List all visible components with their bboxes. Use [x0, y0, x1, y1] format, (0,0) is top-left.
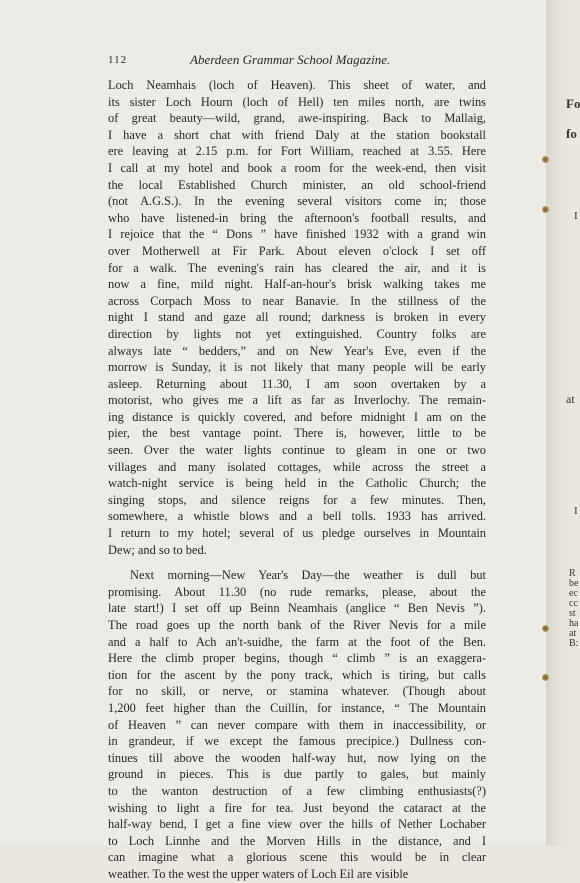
text-line: seen. Over the water lights continue to gleam in one or two: [108, 443, 486, 458]
binding-hole-icon: [542, 625, 549, 632]
next-page-fragment: ha: [569, 618, 579, 629]
next-page-fragment: at: [566, 392, 575, 406]
next-page-fragment: Fo: [566, 96, 580, 111]
text-line: in grandeur, if we except the famous precipice.) Dullness con-: [108, 734, 486, 749]
next-page-fragment: B:: [569, 638, 579, 649]
text-line: ere leaving at 2.15 p.m. for Fort William, reached at 3.55. Here: [108, 144, 486, 159]
text-line: tion for the ascent by the pony track, which is tiring, but calls: [108, 667, 486, 682]
text-line: to Loch Linnhe and the Morven Hills in the distance, and I: [108, 833, 486, 848]
page-number: 112: [108, 54, 128, 66]
text-line: morrow is Sunday, it is not likely that many people will be early: [108, 360, 486, 375]
text-line: I call at my hotel and book a room for the week-end, then visit: [108, 160, 486, 175]
text-line: I return to my hotel; several of us pledge ourselves in Mountain: [108, 526, 486, 541]
text-line: wishing to light a fire for tea. Just beyond the cataract at the: [108, 800, 486, 815]
text-line: watch-night service is being held in the Catholic Church; the: [108, 476, 486, 491]
text-line: motorist, who gives me a lift as far as Inverlochy. The remain-: [108, 393, 486, 408]
text-line: across Corpach Moss to near Banavie. In the stillness of the: [108, 293, 486, 308]
text-line: singing stops, and silence reigns for a few minutes. Then,: [108, 492, 486, 507]
next-page-fragment: fo: [566, 126, 577, 141]
next-page-fragment: ec: [569, 588, 578, 599]
text-line: its sister Loch Hourn (loch of Hell) ten miles north, are twins: [108, 94, 486, 109]
paragraph-gap: [108, 558, 486, 567]
text-line: asleep. Returning about 11.30, I am soon overtaken by a: [108, 376, 486, 391]
text-line: late start!) I set off up Beinn Neamhais (anglice “ Ben Nevis ”).: [108, 601, 486, 616]
text-line: villages and many isolated cottages, while across the street a: [108, 459, 486, 474]
next-page-fragment: be: [569, 578, 579, 589]
text-line: direction by lights not yet extinguished. Country folks are: [108, 326, 486, 341]
text-line: can imagine what a glorious scene this would be in clear: [108, 850, 486, 865]
text-line: over Motherwell at Fir Park. About eleven o'clock I set off: [108, 243, 486, 258]
next-page-fragment: at: [569, 628, 577, 639]
text-line: pier, the best vantage point. There is, however, little to be: [108, 426, 486, 441]
text-line: tinues till above the wooden half-way hut, now lying on the: [108, 750, 486, 765]
binding-hole-icon: [542, 674, 549, 681]
text-line: of great beauty—wild, grand, awe-inspiring. Back to Mallaig,: [108, 111, 486, 126]
text-line: 1,200 feet higher than the Cuillin, for instance, “ The Mountain: [108, 700, 486, 715]
text-line: of Heaven ” can never compare with them in inaccessibility, or: [108, 717, 486, 732]
text-line: for no skill, or nerve, or stamina whatever. (Though about: [108, 684, 486, 699]
paragraph: [108, 77, 486, 558]
paragraph: [108, 567, 486, 882]
body-text: [108, 77, 486, 883]
text-line: ing distance is quickly covered, and before midnight I am on the: [108, 409, 486, 424]
text-line: for a walk. The evening's rain has cleared the air, and it is: [108, 260, 486, 275]
text-line: to the wanton destruction of a few climbing enthusiasts(?): [108, 783, 486, 798]
text-line: Loch Neamhais (loch of Heaven). This sheet of water, and: [108, 78, 486, 92]
text-line: promising. About 11.30 (no rude remarks, please, about the: [108, 584, 486, 599]
next-page-fragment: I: [574, 210, 578, 222]
next-page-fragment: cc: [569, 598, 578, 609]
text-line: weather. To the west the upper waters of Loch Eil are visible: [108, 866, 409, 881]
running-head: Aberdeen Grammar School Magazine.: [190, 52, 391, 67]
next-page-fragment: st: [569, 608, 576, 619]
text-line: Next morning—New Year's Day—the weather is dull but: [130, 568, 486, 583]
text-line: half-way bend, I get a fine view over the hills of Nether Lochaber: [108, 817, 486, 832]
text-line: I have a short chat with friend Daly at the station bookstall: [108, 127, 486, 142]
text-line: I rejoice that the “ Dons ” have finished 1932 with a grand win: [108, 227, 486, 242]
text-line: somewhere, a whistle blows and a bell tolls. 1933 has arrived.: [108, 509, 486, 524]
binding-hole-icon: [542, 156, 549, 163]
page-header: [108, 50, 484, 72]
text-line: now a fine, mild night. Half-an-hour's brisk walking takes me: [108, 277, 486, 292]
text-line: The road goes up the north bank of the River Nevis for a mile: [108, 618, 486, 632]
text-line: (not A.G.S.). In the evening several visitors come in; those: [108, 194, 486, 209]
text-line: who have listened-in bring the afternoon's football results, and: [108, 210, 486, 225]
text-line: ground in pieces. This is due partly to gales, but mainly: [108, 767, 486, 782]
next-page-fragment: R: [569, 568, 576, 579]
text-line: Here the climb proper begins, though “ climb ” is an exaggera-: [108, 651, 486, 666]
text-line: always late “ bedders,” and on New Year's Eve, even if the: [108, 343, 486, 358]
text-line: Dew; and so to bed.: [108, 542, 207, 557]
next-page-fragment: I: [574, 505, 578, 517]
text-line: the local Established Church minister, an old school-friend: [108, 177, 486, 192]
text-line: night I stand and gaze all round; darkness is broken in every: [108, 310, 486, 325]
text-line: and a half to Ach an't-suidhe, the farm at the foot of the Ben.: [108, 634, 486, 649]
binding-hole-icon: [542, 206, 549, 213]
